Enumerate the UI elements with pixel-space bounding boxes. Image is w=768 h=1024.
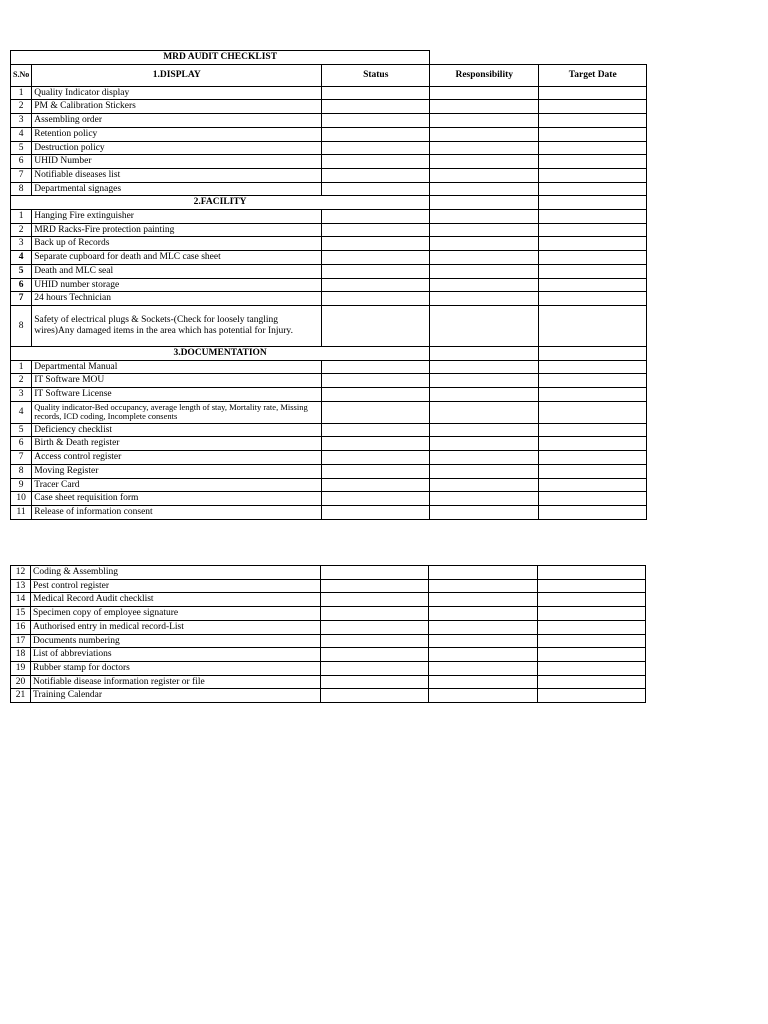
row-number: 11: [11, 505, 32, 519]
row-number: 2: [11, 374, 32, 388]
item-description: Case sheet requisition form: [32, 492, 322, 506]
responsibility-cell[interactable]: [430, 196, 539, 210]
target-date-cell[interactable]: [538, 620, 646, 634]
item-description: Quality Indicator display: [32, 86, 322, 100]
table-row: [11, 620, 646, 634]
row-number: 1: [11, 360, 32, 374]
status-cell[interactable]: [322, 401, 430, 423]
status-cell[interactable]: [322, 114, 430, 128]
row-number: 4: [11, 251, 32, 265]
table-row: [11, 634, 646, 648]
item-description: Access control register: [32, 451, 322, 465]
status-cell[interactable]: [322, 210, 430, 224]
status-cell[interactable]: [322, 478, 430, 492]
responsibility-cell[interactable]: [430, 100, 539, 114]
responsibility-cell[interactable]: [430, 423, 539, 437]
item-description: Rubber stamp for doctors: [31, 661, 321, 675]
status-cell[interactable]: [322, 100, 430, 114]
responsibility-cell[interactable]: [430, 182, 539, 196]
item-description: Departmental signages: [32, 182, 322, 196]
responsibility-cell[interactable]: [430, 292, 539, 306]
item-description: Assembling order: [32, 114, 322, 128]
status-cell[interactable]: [321, 593, 429, 607]
item-description: Destruction policy: [32, 141, 322, 155]
row-number: 8: [11, 464, 32, 478]
target-date-header: Target Date: [539, 64, 647, 86]
item-description: Authorised entry in medical record-List: [31, 620, 321, 634]
status-cell[interactable]: [322, 437, 430, 451]
item-description: Notifiable diseases list: [32, 168, 322, 182]
target-date-cell[interactable]: [539, 237, 647, 251]
status-cell[interactable]: [322, 141, 430, 155]
responsibility-cell[interactable]: [430, 86, 539, 100]
status-cell[interactable]: [321, 566, 429, 580]
responsibility-cell[interactable]: [430, 251, 539, 265]
target-date-cell[interactable]: [539, 305, 647, 346]
audit-checklist-continued-table: [10, 565, 646, 703]
status-cell[interactable]: [321, 675, 429, 689]
table-row: [11, 374, 647, 388]
status-cell[interactable]: [321, 607, 429, 621]
row-number: 3: [11, 114, 32, 128]
target-date-cell[interactable]: [539, 492, 647, 506]
target-date-cell[interactable]: [539, 210, 647, 224]
responsibility-cell[interactable]: [430, 492, 539, 506]
row-number: 4: [11, 127, 32, 141]
responsibility-cell[interactable]: [429, 675, 538, 689]
table-row: [11, 648, 646, 662]
responsibility-cell[interactable]: [430, 478, 539, 492]
target-date-cell[interactable]: [538, 661, 646, 675]
status-cell[interactable]: [322, 451, 430, 465]
item-description: Back up of Records: [32, 237, 322, 251]
item-description: Notifiable disease information register or file: [31, 675, 321, 689]
target-date-cell[interactable]: [539, 437, 647, 451]
status-cell[interactable]: [322, 127, 430, 141]
row-number: 16: [11, 620, 31, 634]
table-row: [11, 251, 647, 265]
target-date-cell[interactable]: [539, 451, 647, 465]
item-description: Deficiency checklist: [32, 423, 322, 437]
table-row: [11, 141, 647, 155]
status-cell[interactable]: [321, 648, 429, 662]
table-row: [11, 661, 646, 675]
responsibility-cell[interactable]: [430, 360, 539, 374]
status-cell[interactable]: [322, 237, 430, 251]
responsibility-cell[interactable]: [430, 346, 539, 360]
target-date-cell[interactable]: [538, 579, 646, 593]
row-number: 8: [11, 182, 32, 196]
row-number: 1: [11, 210, 32, 224]
responsibility-cell[interactable]: [430, 223, 539, 237]
table-row: [11, 182, 647, 196]
target-date-cell[interactable]: [539, 401, 647, 423]
responsibility-cell[interactable]: [429, 661, 538, 675]
target-date-cell[interactable]: [538, 675, 646, 689]
responsibility-cell[interactable]: [430, 278, 539, 292]
status-cell[interactable]: [322, 492, 430, 506]
row-number: 7: [11, 451, 32, 465]
table-row: [11, 100, 647, 114]
table-row: [11, 168, 647, 182]
row-number: 2: [11, 100, 32, 114]
status-cell[interactable]: [322, 374, 430, 388]
item-description: Moving Register: [32, 464, 322, 478]
status-cell[interactable]: [322, 86, 430, 100]
responsibility-cell[interactable]: [429, 579, 538, 593]
target-date-cell[interactable]: [539, 388, 647, 402]
table-row: [11, 566, 646, 580]
item-description: IT Software License: [32, 388, 322, 402]
status-cell[interactable]: [322, 464, 430, 478]
row-number: 10: [11, 492, 32, 506]
section-display-heading: 1.DISPLAY: [32, 64, 322, 86]
item-description: Death and MLC seal: [32, 264, 322, 278]
responsibility-cell[interactable]: [430, 210, 539, 224]
table-row: [11, 114, 647, 128]
target-date-cell[interactable]: [539, 360, 647, 374]
responsibility-cell[interactable]: [429, 648, 538, 662]
target-date-cell[interactable]: [539, 114, 647, 128]
table-row: [11, 155, 647, 169]
item-description: Birth & Death register: [32, 437, 322, 451]
status-cell[interactable]: [321, 620, 429, 634]
responsibility-cell[interactable]: [430, 437, 539, 451]
status-cell[interactable]: [322, 423, 430, 437]
table-row: [11, 210, 647, 224]
responsibility-cell[interactable]: [430, 388, 539, 402]
audit-checklist-table: [10, 50, 647, 520]
target-date-cell[interactable]: [539, 423, 647, 437]
item-description: MRD Racks-Fire protection painting: [32, 223, 322, 237]
item-description: Coding & Assembling: [31, 566, 321, 580]
table-row: [11, 237, 647, 251]
responsibility-cell[interactable]: [430, 505, 539, 519]
item-description: Hanging Fire extinguisher: [32, 210, 322, 224]
row-number: 19: [11, 661, 31, 675]
status-cell[interactable]: [322, 305, 430, 346]
row-number: 9: [11, 478, 32, 492]
sno-header: S.No: [11, 64, 32, 86]
target-date-cell[interactable]: [539, 223, 647, 237]
table-row: [11, 292, 647, 306]
status-cell[interactable]: [322, 182, 430, 196]
status-cell[interactable]: [322, 155, 430, 169]
table-row: [11, 675, 646, 689]
responsibility-cell[interactable]: [430, 305, 539, 346]
responsibility-cell[interactable]: [429, 620, 538, 634]
target-date-cell[interactable]: [538, 634, 646, 648]
status-cell[interactable]: [322, 278, 430, 292]
status-cell[interactable]: [322, 264, 430, 278]
target-date-cell[interactable]: [538, 593, 646, 607]
status-cell[interactable]: [322, 168, 430, 182]
status-cell[interactable]: [322, 360, 430, 374]
header-row: [11, 64, 647, 86]
row-number: 6: [11, 155, 32, 169]
status-cell[interactable]: [321, 634, 429, 648]
row-number: 13: [11, 579, 31, 593]
responsibility-cell[interactable]: [430, 264, 539, 278]
status-cell[interactable]: [322, 292, 430, 306]
row-number: 5: [11, 423, 32, 437]
table-row: [11, 437, 647, 451]
item-description: Separate cupboard for death and MLC case sheet: [32, 251, 322, 265]
row-number: 7: [11, 168, 32, 182]
responsibility-cell[interactable]: [430, 374, 539, 388]
table-row: [11, 127, 647, 141]
table-row: [11, 305, 647, 346]
status-cell[interactable]: [322, 388, 430, 402]
responsibility-cell[interactable]: [430, 237, 539, 251]
row-number: 1: [11, 86, 32, 100]
item-description: Quality indicator-Bed occupancy, average length of stay, Mortality rate, Missing records, ICD coding, Incomplete consents: [32, 401, 322, 423]
row-number: 4: [11, 401, 32, 423]
status-header: Status: [322, 64, 430, 86]
section-heading-row: [11, 346, 647, 360]
item-description: UHID Number: [32, 155, 322, 169]
table-row: [11, 464, 647, 478]
item-description: PM & Calibration Stickers: [32, 100, 322, 114]
row-number: 6: [11, 278, 32, 292]
row-number: 17: [11, 634, 31, 648]
row-number: 3: [11, 237, 32, 251]
row-number: 7: [11, 292, 32, 306]
item-description: IT Software MOU: [32, 374, 322, 388]
target-date-cell[interactable]: [539, 505, 647, 519]
row-number: 21: [11, 689, 31, 703]
row-number: 5: [11, 264, 32, 278]
table-row: [11, 579, 646, 593]
table-row: [11, 505, 647, 519]
item-description: Safety of electrical plugs & Sockets-(Check for loosely tangling wires)Any damaged items in the area which has potential for Injury.: [32, 305, 322, 346]
responsibility-cell[interactable]: [430, 114, 539, 128]
title-row: [11, 51, 647, 65]
target-date-cell[interactable]: [539, 155, 647, 169]
table-row: [11, 607, 646, 621]
item-description: Documents numbering: [31, 634, 321, 648]
row-number: 2: [11, 223, 32, 237]
table-row: [11, 86, 647, 100]
target-date-cell[interactable]: [539, 464, 647, 478]
target-date-cell[interactable]: [539, 251, 647, 265]
row-number: 8: [11, 305, 32, 346]
table-row: [11, 401, 647, 423]
target-date-cell[interactable]: [539, 478, 647, 492]
item-description: Release of information consent: [32, 505, 322, 519]
row-number: 15: [11, 607, 31, 621]
target-date-cell[interactable]: [539, 196, 647, 210]
target-date-cell[interactable]: [539, 168, 647, 182]
item-description: Medical Record Audit checklist: [31, 593, 321, 607]
table-row: [11, 264, 647, 278]
table-row: [11, 360, 647, 374]
target-date-cell[interactable]: [539, 278, 647, 292]
section-heading: 3.DOCUMENTATION: [11, 346, 430, 360]
table-row: [11, 423, 647, 437]
item-description: UHID number storage: [32, 278, 322, 292]
row-number: 3: [11, 388, 32, 402]
responsibility-cell[interactable]: [430, 464, 539, 478]
section-heading-row: [11, 196, 647, 210]
checklist-title: MRD AUDIT CHECKLIST: [11, 51, 430, 65]
row-number: 6: [11, 437, 32, 451]
table-row: [11, 451, 647, 465]
item-description: 24 hours Technician: [32, 292, 322, 306]
target-date-cell[interactable]: [539, 292, 647, 306]
target-date-cell[interactable]: [538, 607, 646, 621]
table-row: [11, 478, 647, 492]
responsibility-cell[interactable]: [429, 689, 538, 703]
table-row: [11, 689, 646, 703]
item-description: Retention policy: [32, 127, 322, 141]
target-date-cell[interactable]: [539, 264, 647, 278]
item-description: Specimen copy of employee signature: [31, 607, 321, 621]
target-date-cell[interactable]: [539, 374, 647, 388]
status-cell[interactable]: [321, 661, 429, 675]
status-cell[interactable]: [322, 251, 430, 265]
target-date-cell[interactable]: [539, 86, 647, 100]
table-row: [11, 278, 647, 292]
row-number: 14: [11, 593, 31, 607]
status-cell[interactable]: [322, 505, 430, 519]
target-date-cell[interactable]: [539, 141, 647, 155]
row-number: 5: [11, 141, 32, 155]
responsibility-cell[interactable]: [430, 141, 539, 155]
table-row: [11, 593, 646, 607]
target-date-cell[interactable]: [539, 346, 647, 360]
target-date-cell[interactable]: [538, 566, 646, 580]
item-description: Pest control register: [31, 579, 321, 593]
responsibility-cell[interactable]: [429, 607, 538, 621]
target-date-cell[interactable]: [539, 100, 647, 114]
row-number: 18: [11, 648, 31, 662]
responsibility-cell[interactable]: [429, 634, 538, 648]
status-cell[interactable]: [322, 223, 430, 237]
responsibility-cell[interactable]: [430, 401, 539, 423]
row-number: 12: [11, 566, 31, 580]
target-date-cell[interactable]: [539, 127, 647, 141]
responsibility-header: Responsibility: [430, 64, 539, 86]
target-date-cell[interactable]: [538, 689, 646, 703]
target-date-cell[interactable]: [538, 648, 646, 662]
responsibility-cell[interactable]: [430, 451, 539, 465]
status-cell[interactable]: [321, 689, 429, 703]
target-date-cell[interactable]: [539, 182, 647, 196]
item-description: Tracer Card: [32, 478, 322, 492]
status-cell[interactable]: [321, 579, 429, 593]
table-row: [11, 388, 647, 402]
item-description: Departmental Manual: [32, 360, 322, 374]
table-row: [11, 492, 647, 506]
item-description: List of abbreviations: [31, 648, 321, 662]
responsibility-cell[interactable]: [430, 127, 539, 141]
responsibility-cell[interactable]: [430, 168, 539, 182]
item-description: Training Calendar: [31, 689, 321, 703]
section-heading: 2.FACILITY: [11, 196, 430, 210]
table-row: [11, 223, 647, 237]
responsibility-cell[interactable]: [430, 155, 539, 169]
row-number: 20: [11, 675, 31, 689]
responsibility-cell[interactable]: [429, 593, 538, 607]
responsibility-cell[interactable]: [429, 566, 538, 580]
